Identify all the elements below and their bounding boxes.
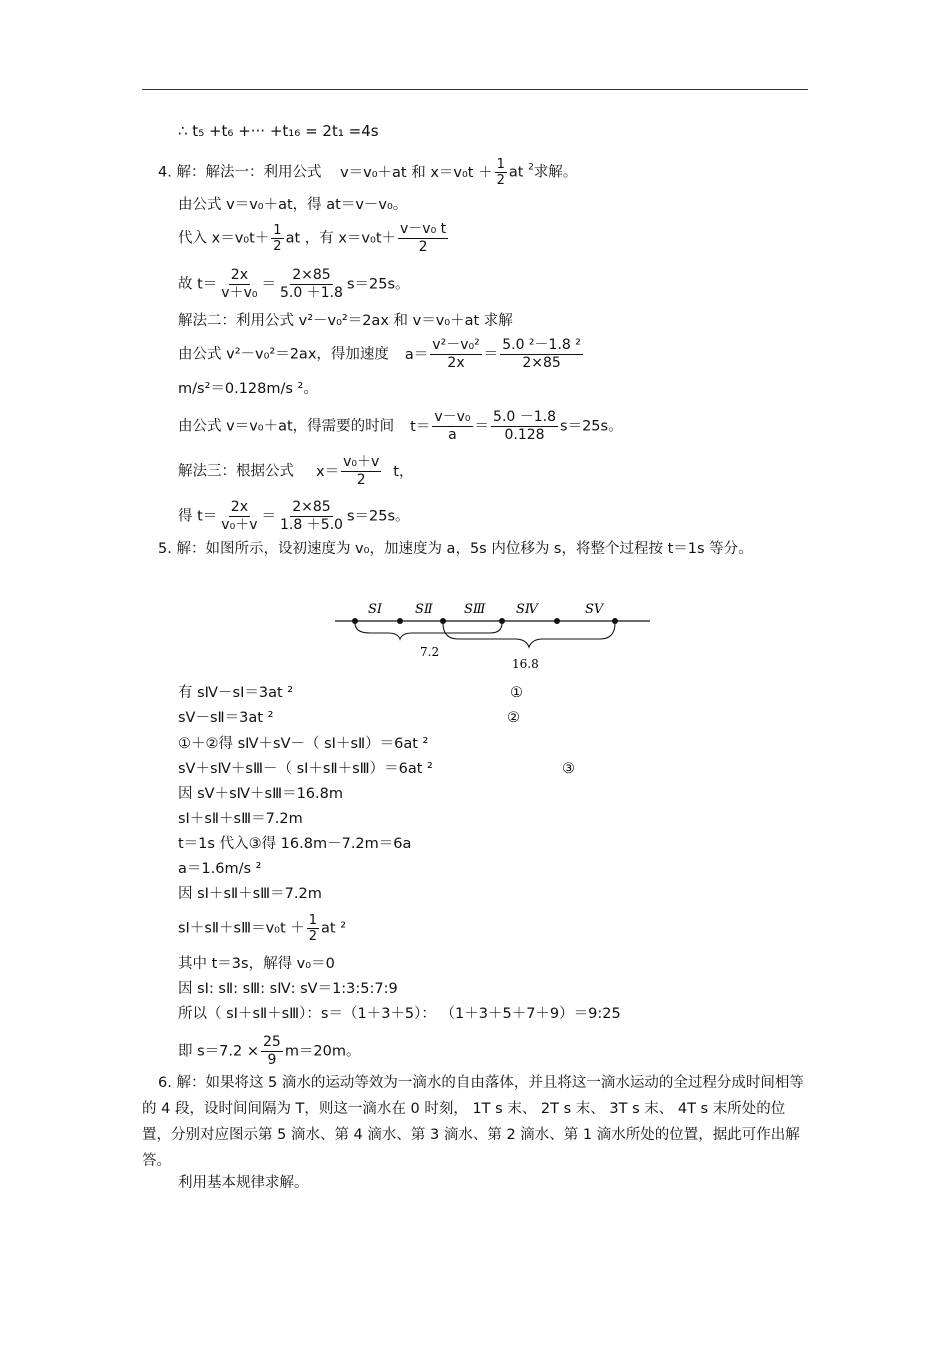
- eq7-part-b: a＝: [404, 346, 429, 363]
- eq10-part-c: t，: [393, 463, 414, 480]
- equation-line-7: 由公式 v²－v₀²＝2ax，得加速度 a＝ $\frac{\text{v²－v₀²}}{2x}$ ＝ $\frac{\text{5.0 ²－1.8 ²}}{2\times 85}$: [178, 337, 581, 371]
- formula-end: 求解。: [533, 164, 578, 181]
- fraction-f6: $\frac{\text{v－v₀}}{a}$: [434, 409, 471, 443]
- eq11-part-a: 得 t＝: [178, 508, 218, 525]
- eq-number-1: ①: [510, 685, 523, 701]
- label-s5: SⅤ: [585, 602, 604, 617]
- equation-line-4: [178, 222, 450, 255]
- eq-line-e7: t＝1s 代入③得 16.8m－7.2m＝6a: [178, 836, 412, 852]
- eq9-part-c: s＝25s。: [560, 418, 623, 435]
- fraction-f11: $\frac{25}{9}$: [262, 1034, 281, 1068]
- fraction-f8: $\frac{\text{v₀＋v}}{2}$: [343, 454, 380, 488]
- header-rule: [142, 89, 808, 90]
- eq-number-3: ③: [562, 761, 575, 777]
- method-2-heading: 解法二：利用公式 v²－v₀²＝2ax 和 v＝v₀＋at 求解: [178, 313, 513, 329]
- e14-part-a: 即 s＝7.2 ×: [178, 1043, 259, 1060]
- label-s3: SⅢ: [464, 602, 486, 617]
- eq9-part-a: 由公式 v＝v₀＋at，得需要的时间: [178, 418, 395, 435]
- brace-left: [355, 623, 502, 639]
- fraction-half-2: $\frac{1}{2}$: [273, 223, 282, 254]
- eq-line-e13: 所以（ sⅠ＋sⅡ＋sⅢ）：s＝（1＋3＋5）： （1＋3＋5＋7＋9）＝9:25: [178, 1006, 621, 1022]
- fraction-f2: $\frac{2x}{\text{v＋v₀}}$: [221, 267, 258, 301]
- eq-line-e4: sⅤ＋sⅣ＋sⅢ－（ sⅠ＋sⅡ＋sⅢ）＝6at ²: [178, 761, 433, 777]
- eq5-part-a: 故 t＝: [178, 276, 218, 293]
- fraction-half-3: $\frac{1}{2}$: [308, 913, 318, 944]
- eq10-part-b: x＝: [316, 463, 340, 480]
- eq-number-2: ②: [507, 710, 520, 726]
- equation-t-sum: ∴ t₅ +t₆ +··· +t₁₆ = 2t₁ =4s: [178, 122, 379, 140]
- formula-text: v＝v₀＋at 和 x＝v₀t ＋: [340, 164, 493, 181]
- brace-right: [443, 623, 615, 647]
- eq-line-e5: 因 sⅤ＋sⅣ＋sⅢ＝16.8m: [178, 786, 343, 802]
- point-1: [397, 618, 403, 624]
- equation-line-9: 由公式 v＝v₀＋at，得需要的时间 t＝ $\frac{\text{v－v₀}}{a}$ ＝ $\frac{5.0 -1.8}{0.128}$ s＝25s。: [178, 409, 623, 443]
- problem-5-text: 5. 解：如图所示，设初速度为 v₀，加速度为 a，5s 内位移为 s，将整个过程按 t＝1s 等分。: [158, 541, 753, 557]
- fraction-f4: $\frac{\text{v²－v₀²}}{2x}$: [432, 337, 480, 371]
- brace-left-value: 7.2: [420, 645, 440, 659]
- fraction-f9: $\frac{2x}{\text{v₀＋v}}$: [221, 499, 258, 533]
- point-4: [554, 618, 560, 624]
- eq4-part-a: 代入 x＝v₀t＋: [178, 230, 270, 247]
- label-s2: SⅡ: [415, 602, 433, 617]
- fraction-half: $\frac{1}{2}$: [496, 157, 505, 188]
- eq-line-e12: 因 sⅠ: sⅡ: sⅢ: sⅣ: sⅤ＝1:3:5:7:9: [178, 981, 398, 997]
- problem-6-text: 6. 解：如果将这 5 滴水的运动等效为一滴水的自由落体，并且将这一滴水运动的全过程分成时间相等的 4 段，设时间间隔为 T，则这一滴水在 0 时刻， 1T s 末、 2T s 末、 3T s 末、 4T s 末所处的位置，分别对应图示第 5 滴水、第 4 滴水、第 3 滴水、第 2 滴水、第 1 滴水所处的位置，据此可作出解答。: [142, 1075, 804, 1169]
- eq-line-e1: 有 sⅣ－sⅠ＝3at ²: [178, 685, 294, 701]
- fraction-f3: $\frac{2\times 85}{5.0 +1.8}$: [279, 267, 343, 301]
- equation-line-11: 得 t＝ $\frac{2x}{\text{v₀＋v}}$ ＝ $\frac{2\times 85}{1.8 +5.0}$ s＝25s。: [178, 499, 410, 533]
- eq-line-e8: a＝1.6m/s ²: [178, 861, 262, 877]
- eq-line-e10: [178, 914, 346, 943]
- eq7-part-a: 由公式 v²－v₀²＝2ax，得加速度: [178, 346, 389, 363]
- eq9-part-b: t＝: [410, 418, 431, 435]
- eq5-part-b: s＝25s。: [346, 276, 410, 293]
- eq11-part-b: s＝25s。: [346, 508, 410, 525]
- fraction-f7: $\frac{5.0 -1.8}{0.128}$: [493, 409, 557, 443]
- e14-part-b: m＝20m。: [284, 1043, 361, 1060]
- equation-line-5: 故 t＝ $\frac{2x}{\text{v＋v₀}}$ ＝ $\frac{2\times 85}{5.0 +1.8}$ s＝25s。: [178, 267, 410, 301]
- eq-line-e11: 其中 t＝3s，解得 v₀＝0: [178, 956, 335, 972]
- eq4-part-b: at ，有 x＝v₀t＋: [285, 230, 397, 247]
- brace-right-value: 16.8: [512, 657, 539, 671]
- eq-line-e9: 因 sⅠ＋sⅡ＋sⅢ＝7.2m: [178, 886, 322, 902]
- eq-line-e3: ①＋②得 sⅣ＋sⅤ－（ sⅠ＋sⅡ）＝6at ²: [178, 736, 429, 752]
- eq-line-e2: sⅤ－sⅡ＝3at ²: [178, 710, 274, 726]
- equation-line-8: m/s²＝0.128m/s ²。: [178, 381, 318, 397]
- label-s1: SⅠ: [368, 602, 383, 617]
- fraction-f1: $\frac{\text{v－v₀ t}}{2}$: [400, 221, 447, 255]
- fraction-f5: $\frac{\text{5.0 ²－1.8 ²}}{2\times 85}$: [502, 337, 581, 371]
- displacement-diagram: [330, 595, 660, 675]
- equation-line-3: 由公式 v＝v₀＋at，得 at＝v－v₀。: [178, 197, 408, 213]
- eq-line-e14: [178, 1035, 361, 1068]
- label-s4: SⅣ: [516, 602, 538, 617]
- e10-part-a: sⅠ＋sⅡ＋sⅢ＝v₀t ＋: [178, 920, 305, 937]
- eq10-part-a: 解法三：根据公式: [178, 463, 294, 480]
- problem-4-heading: 4. 解：解法一：利用公式 v＝v₀＋at 和 x＝v₀t ＋ $\frac{1}{2}$ at $^2$求解。: [158, 157, 578, 188]
- eq-line-e6: sⅠ＋sⅡ＋sⅢ＝7.2m: [178, 811, 303, 827]
- fraction-f10: $\frac{2\times 85}{1.8 +5.0}$: [279, 499, 343, 533]
- displacement-diagram-svg: [330, 595, 660, 675]
- problem-6-closing: 利用基本规律求解。: [178, 1175, 309, 1191]
- problem-4-intro: 4. 解：解法一：利用公式: [158, 164, 322, 181]
- e10-part-b: at ²: [321, 920, 347, 937]
- method-3-heading: [178, 455, 413, 488]
- formula-at2: at: [508, 164, 529, 181]
